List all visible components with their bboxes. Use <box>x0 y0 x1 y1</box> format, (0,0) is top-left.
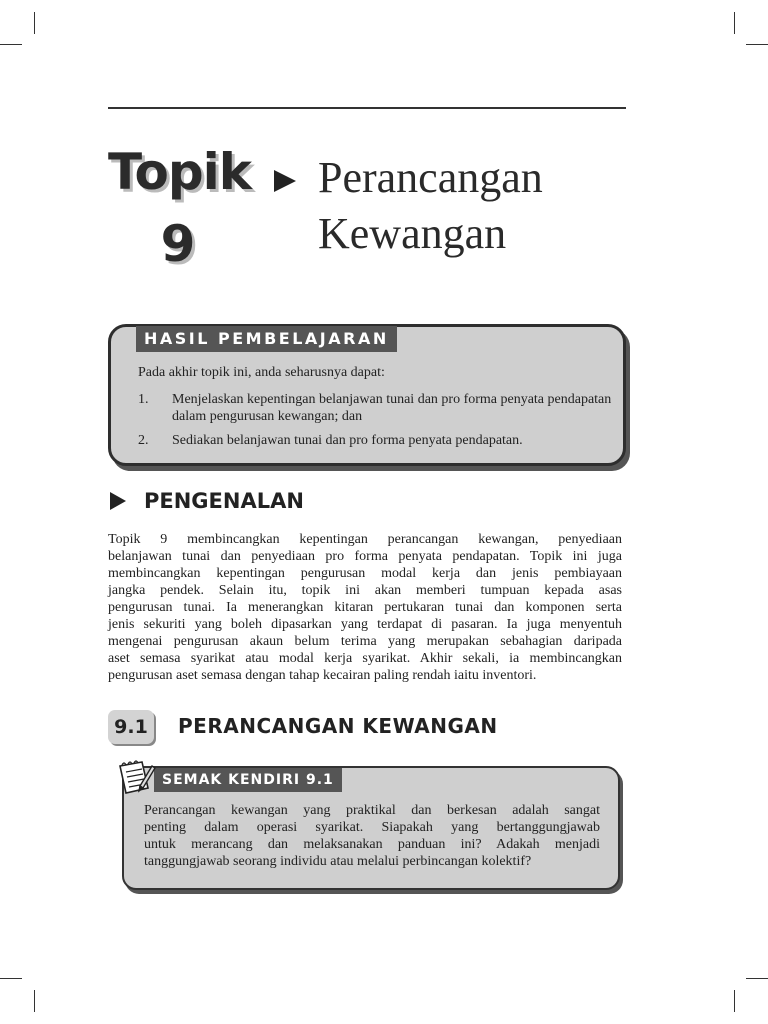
self-check-line: untuk merancang dan melaksanakan panduan ini? Adakah menjadi <box>144 837 600 852</box>
paragraph-line: pengurusan aset semasa dengan tahap kecairan paling rendah iaitu inventori. <box>108 668 537 683</box>
self-check-line: tanggungjawab seorang individu atau melalui perbincangan kolektif? <box>144 854 532 869</box>
learning-outcome-text: Sediakan belanjawan tunai dan pro forma penyata pendapatan. <box>172 433 523 448</box>
learning-outcome-text: Menjelaskan kepentingan belanjawan tunai dan pro forma penyata pendapatan dalam pengurusan kewangan; dan <box>172 392 612 424</box>
crop-mark <box>734 12 735 34</box>
introduction-paragraph <box>108 531 622 684</box>
paragraph-line: pengurusan tunai. Ia menerangkan kitaran pertukaran tunai dan komponen serta <box>108 600 622 615</box>
paragraph-line: aset semasa syarikat atau modal kerja syarikat. Akhir sekali, ia membincangkan <box>108 651 622 666</box>
chapter-title-line-1: Perancangan <box>318 153 543 202</box>
triangle-right-icon <box>274 170 296 192</box>
chapter-title <box>318 150 638 262</box>
section-number-badge: 9.1 <box>108 710 154 744</box>
chapter-title-line-2: Kewangan <box>318 209 507 258</box>
paragraph-line: belanjawan tunai dan penyediaan pro forma penyata pendapatan. Topik ini juga <box>108 549 622 564</box>
learning-outcomes-intro: Pada akhir topik ini, anda seharusnya dapat: <box>138 365 385 380</box>
learning-outcome-number: 1. <box>138 392 149 407</box>
paragraph-line: mengenai pengurusan akaun belum terima yang merupakan sebahagian daripada <box>108 634 622 649</box>
crop-mark <box>734 990 735 1012</box>
topic-number: 9 <box>160 215 196 273</box>
introduction-heading: PENGENALAN <box>144 489 304 513</box>
notepad-pencil-icon <box>112 756 156 800</box>
self-check-text <box>144 802 600 870</box>
crop-mark <box>34 990 35 1012</box>
self-check-label: SEMAK KENDIRI 9.1 <box>154 768 342 792</box>
crop-mark <box>34 12 35 34</box>
crop-mark <box>0 978 22 979</box>
paragraph-line: Topik 9 membincangkan kepentingan perancangan kewangan, penyediaan <box>108 532 622 547</box>
topic-label: Topik <box>108 143 251 201</box>
crop-mark <box>0 44 22 45</box>
paragraph-line: jenis sekuriti yang boleh dipasarkan yang terdapat di pasaran. Ia juga menyentuh <box>108 617 622 632</box>
self-check-line: penting dalam operasi syarikat. Siapakah yang bertanggungjawab <box>144 820 600 835</box>
learning-outcome-number: 2. <box>138 433 149 448</box>
header-rule <box>108 107 626 109</box>
section-heading: PERANCANGAN KEWANGAN <box>178 714 498 738</box>
crop-mark <box>746 978 768 979</box>
crop-mark <box>746 44 768 45</box>
paragraph-line: jangka pendek. Selain itu, topik ini akan memberi tumpuan kepada asas <box>108 583 622 598</box>
learning-outcomes-label: HASIL PEMBELAJARAN <box>136 326 397 352</box>
triangle-right-icon <box>110 492 126 510</box>
paragraph-line: membincangkan kepentingan pengurusan modal kerja dan jenis pembiayaan <box>108 566 622 581</box>
self-check-line: Perancangan kewangan yang praktikal dan berkesan adalah sangat <box>144 803 600 818</box>
